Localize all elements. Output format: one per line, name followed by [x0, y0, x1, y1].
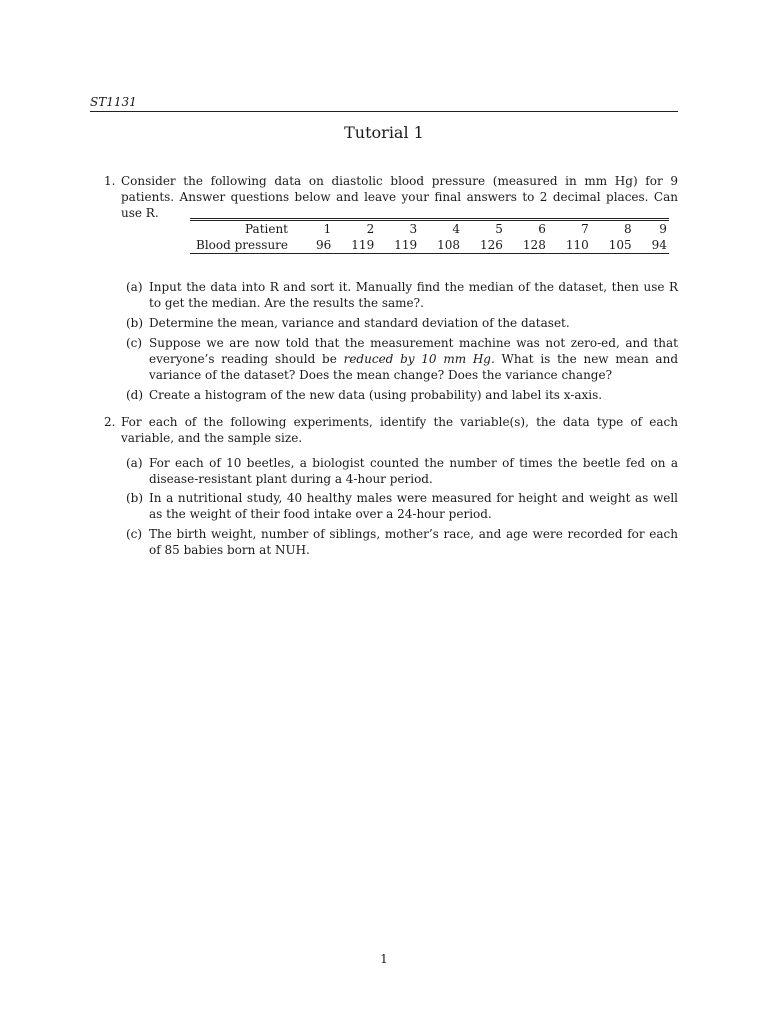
q2-part-b-text: In a nutritional study, 40 healthy males were measured for height and weight as well as the weight of their food intake over a 24-hour period. — [149, 491, 678, 521]
course-code: ST1131 — [90, 95, 137, 109]
q2-part-c-text: The birth weight, number of siblings, mother’s race, and age were recorded for each of 85 babies born at NUH. — [149, 527, 678, 557]
q2-part-a-label: (a) — [126, 456, 143, 470]
pressure-cell: 105 — [608, 238, 632, 252]
patient-cell: 4 — [452, 222, 461, 236]
pressure-cell: 119 — [351, 238, 375, 252]
pressure-cell: 94 — [651, 238, 667, 252]
pressure-cell: 110 — [565, 238, 589, 252]
pressure-cell: 108 — [437, 238, 461, 252]
header-rule — [90, 111, 678, 112]
blood-pressure-table — [190, 218, 669, 254]
patient-cell: 3 — [409, 222, 418, 236]
patient-cell: 6 — [538, 222, 546, 236]
patient-cell: 1 — [323, 222, 332, 236]
table-row-blood-pressure — [190, 237, 669, 254]
q1-part-b-text: Determine the mean, variance and standard deviation of the dataset. — [149, 316, 570, 330]
row-label-blood-pressure: Blood pressure — [196, 238, 289, 252]
question-2-text: For each of the following experiments, identify the variable(s), the data type of each variable, and the sample size. — [121, 415, 678, 445]
q1-part-c-text — [149, 335, 678, 383]
patient-cell: 9 — [659, 222, 667, 236]
pressure-cell: 119 — [394, 238, 418, 252]
patient-cell: 8 — [624, 222, 632, 236]
pressure-cell: 128 — [522, 238, 546, 252]
page-title: Tutorial 1 — [344, 123, 424, 142]
patient-cell: 2 — [366, 222, 375, 236]
patient-cell: 5 — [495, 222, 503, 236]
q1-part-c-emphasis: reduced by 10 mm Hg. — [343, 352, 495, 366]
page-number: 1 — [380, 952, 388, 966]
row-label-patient: Patient — [245, 222, 289, 236]
pressure-cell: 126 — [480, 238, 503, 252]
q1-part-b-label: (b) — [126, 316, 144, 330]
table-row-patient — [190, 220, 669, 238]
q1-part-d-text: Create a histogram of the new data (using probability) and label its x-axis. — [149, 388, 603, 402]
q2-part-b-label: (b) — [126, 491, 144, 505]
q2-part-c-label: (c) — [126, 527, 143, 541]
q1-part-c-label: (c) — [126, 336, 143, 350]
question-1-text: Consider the following data on diastolic blood pressure (measured in mm Hg) for 9 patients. Answer questions below and leave your final answers to 2 decimal places. Can use R. — [121, 174, 678, 220]
pressure-cell: 96 — [316, 238, 332, 252]
question-1-number: 1. — [104, 174, 116, 188]
q1-part-c-text-before: Suppose we are now told that the measurement machine was not zero-ed, and that everyone’s reading should be — [149, 336, 678, 366]
q1-part-a-label: (a) — [126, 280, 143, 294]
question-2-number: 2. — [104, 415, 116, 429]
patient-cell: 7 — [581, 222, 589, 236]
q1-part-c-text-after: What is the new mean and variance of the dataset? Does the mean change? Does the variance change? — [149, 352, 678, 382]
q1-part-a-text: Input the data into R and sort it. Manually find the median of the dataset, then use R to get the median. Are the results the same?. — [149, 280, 678, 310]
q2-part-a-text: For each of 10 beetles, a biologist counted the number of times the beetle fed on a disease-resistant plant during a 4-hour period. — [149, 456, 678, 486]
q1-part-d-label: (d) — [126, 388, 144, 402]
